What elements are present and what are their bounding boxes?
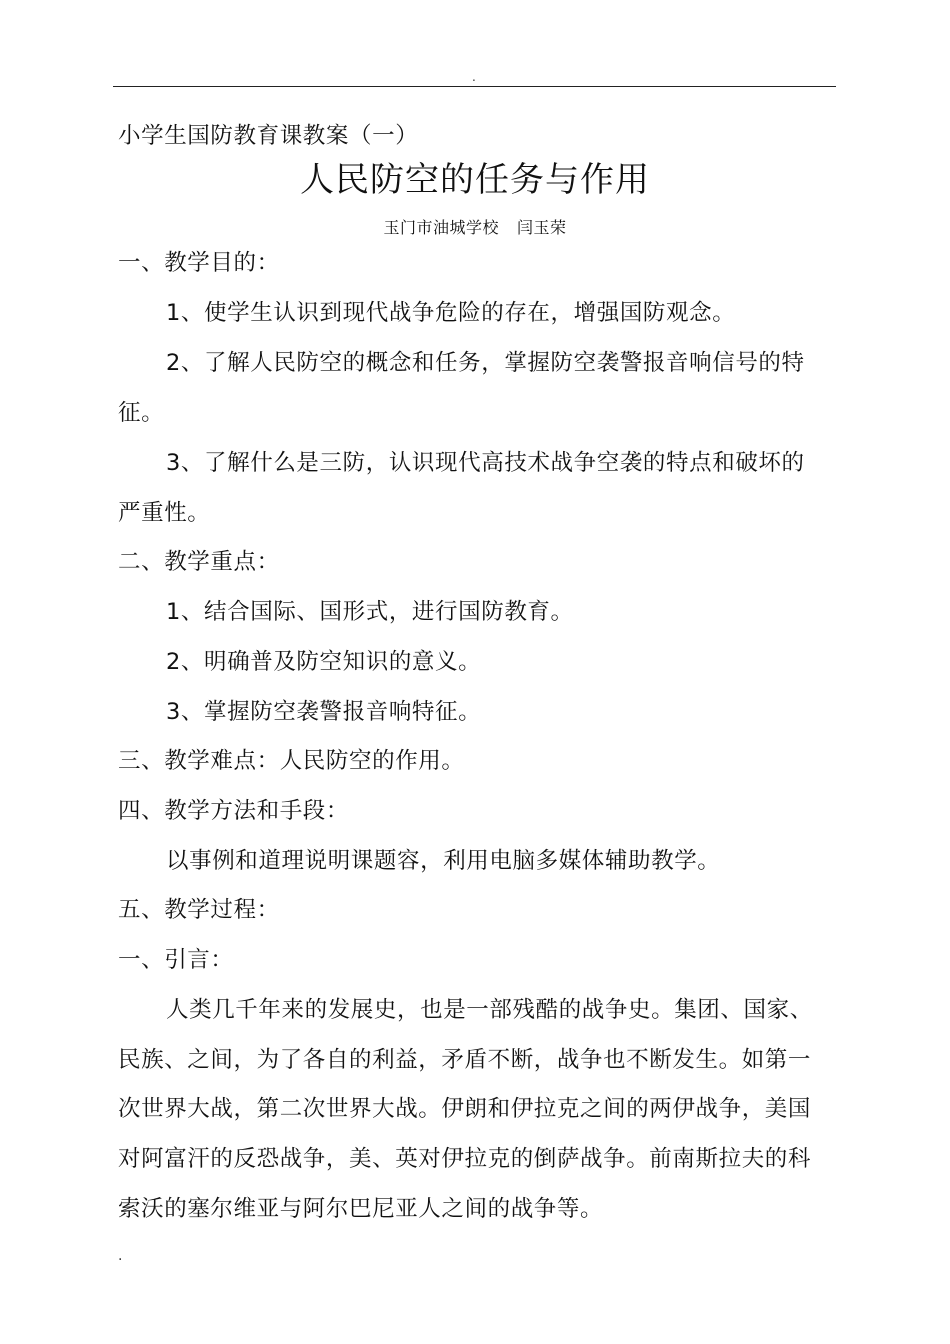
- header-rule: [113, 86, 836, 87]
- intro-line-1: 人类几千年来的发展史，也是一部残酷的战争史。集团、国家、: [166, 997, 813, 1023]
- heading-objectives: 一、教学目的：: [118, 250, 280, 276]
- intro-line-4: 对阿富汗的反恐战争，美、英对伊拉克的倒萨战争。前南斯拉夫的科: [118, 1146, 812, 1172]
- heading-methods: 四、教学方法和手段：: [118, 798, 350, 824]
- page-title: 人民防空的任务与作用: [300, 160, 650, 200]
- heading-intro: 一、引言：: [118, 947, 234, 973]
- heading-process: 五、教学过程：: [118, 897, 280, 923]
- key-point-1: 1、结合国际、国形式，进行国防教育。: [166, 599, 574, 625]
- key-point-2: 2、明确普及防空知识的意义。: [166, 649, 482, 675]
- author-name: 闫玉荣: [517, 218, 567, 237]
- objective-3: 3、了解什么是三防，认识现代高技术战争空袭的特点和破坏的: [166, 450, 805, 476]
- key-point-3: 3、掌握防空袭警报音响特征。: [166, 699, 482, 725]
- methods-text: 以事例和道理说明课题容，利用电脑多媒体辅助教学。: [166, 848, 721, 874]
- objective-2: 2、了解人民防空的概念和任务，掌握防空袭警报音响信号的特: [166, 350, 805, 376]
- author-school: 玉门市油城学校: [383, 218, 499, 237]
- author-line: [0, 215, 950, 238]
- objective-2-cont: 征。: [118, 400, 165, 426]
- header-dot: .: [472, 70, 476, 84]
- intro-line-5: 索沃的塞尔维亚与阿尔巴尼亚人之间的战争等。: [118, 1196, 604, 1222]
- heading-key-points: 二、教学重点：: [118, 549, 280, 575]
- intro-line-2: 民族、之间，为了各自的利益，矛盾不断，战争也不断发生。如第一: [118, 1047, 812, 1073]
- objective-3-cont: 严重性。: [118, 500, 211, 526]
- intro-line-3: 次世界大战，第二次世界大战。伊朗和伊拉克之间的两伊战争，美国: [118, 1096, 812, 1122]
- heading-difficulty: 三、教学难点：人民防空的作用。: [118, 748, 465, 774]
- footer-dot: .: [118, 1248, 123, 1264]
- series-title: 小学生国防教育课教案（一）: [118, 123, 419, 149]
- objective-1: 1、使学生认识到现代战争危险的存在，增强国防观念。: [166, 300, 736, 326]
